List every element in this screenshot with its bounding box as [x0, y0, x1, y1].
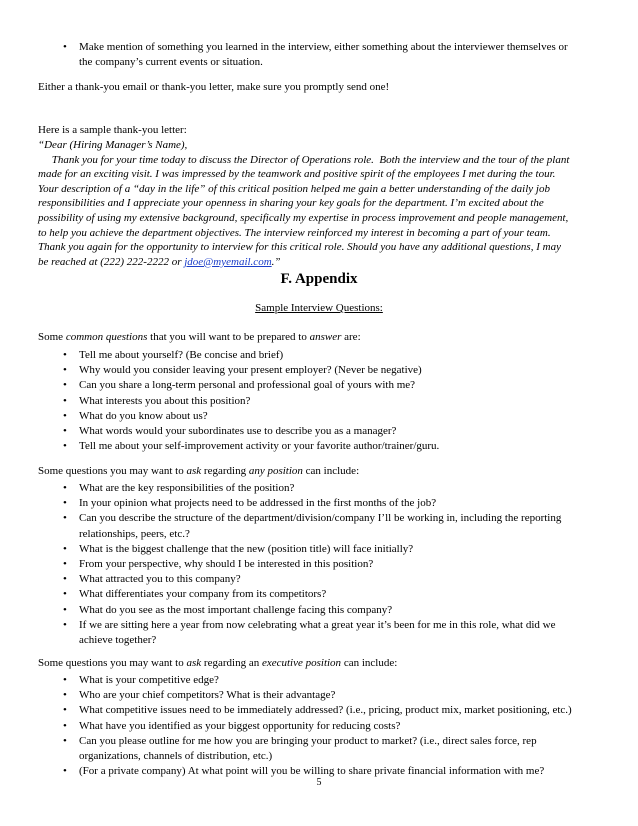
bullet-icon: • — [63, 497, 67, 510]
thank-you-reminder: Either a thank-you email or thank-you letter, make sure you promptly send one! — [38, 81, 390, 93]
bullet-icon: • — [63, 734, 67, 747]
executive-questions-list — [38, 673, 572, 779]
list-item: • What is the biggest challenge that the new (position title) will face initially? — [38, 542, 561, 557]
list-item: • Who are your chief competitors? What is their advantage? — [38, 688, 572, 703]
list-item-continuation: relationships, peers, etc.? — [79, 527, 190, 540]
bullet-icon: • — [63, 704, 67, 717]
list-item: • Tell me about yourself? (Be concise and brief) — [38, 348, 439, 363]
any-position-questions-list — [38, 481, 561, 648]
section-subheading: Sample Interview Questions: — [255, 302, 383, 314]
email-link[interactable]: jdoe@myemail.com — [184, 255, 272, 268]
bullet-icon: • — [63, 618, 67, 631]
page-number: 5 — [316, 777, 322, 788]
list-item: • In your opinion what projects need to be addressed in the first months of the job? — [38, 496, 561, 511]
letter-last-line: be reached at (222) 222-2222 or jdoe@myemail.com.” — [38, 255, 281, 268]
bullet-icon: • — [63, 573, 67, 586]
list-item-continuation: the company’s current events or situation. — [79, 56, 263, 69]
list-item-continuation: achieve together? — [79, 634, 157, 647]
list-item: • What are the key responsibilities of the position? — [38, 481, 561, 496]
letter-line: responsibilities and I appreciate your openness in sharing your key goals for the department. I’m excited about the — [38, 197, 544, 210]
letter-line: Thank you again for the opportunity to interview for this critical role. Should you have any additional questions, I may — [38, 241, 561, 254]
bullet-icon: • — [63, 394, 67, 407]
list-item: • Can you describe the structure of the department/division/company I’ll be working in, including the reporting — [38, 511, 561, 526]
bullet-icon: • — [63, 588, 67, 601]
bullet-icon: • — [63, 482, 67, 494]
list-item: • What do you know about us? — [38, 409, 439, 424]
list-item: • Can you please outline for me how you are bringing your product to market? (i.e., direct sales force, rep — [38, 734, 572, 749]
sample-letter — [38, 138, 602, 269]
common-questions-list — [38, 348, 439, 454]
list-item: • Why would you consider leaving your present employer? (Never be negative) — [38, 363, 439, 378]
list-item: • Can you share a long-term personal and professional goal of yours with me? — [38, 378, 439, 393]
closing-bullet-list — [38, 40, 568, 70]
bullet-icon: • — [63, 440, 67, 453]
any-position-intro: Some questions you may want to ask regarding any position can include: — [38, 465, 360, 477]
list-item: • What is your competitive edge? — [38, 673, 572, 688]
bullet-icon: • — [63, 364, 67, 377]
bullet-icon: • — [63, 674, 67, 686]
bullet-icon: • — [63, 558, 67, 571]
letter-line: Your description of a “day in the life” of this critical position helped me gain a better understanding of the daily job — [38, 182, 550, 195]
list-item: • What do you see as the most important challenge facing this company? — [38, 603, 561, 618]
bullet-icon: • — [63, 512, 67, 525]
list-item: • From your perspective, why should I be interested in this position? — [38, 557, 561, 572]
list-item: • What have you identified as your biggest opportunity for reducing costs? — [38, 719, 572, 734]
executive-position-intro: Some questions you may want to ask regarding an executive position can include: — [38, 657, 398, 669]
letter-line: made for an exciting visit. I was impressed by the teamwork and positive spirit of the employees I met during the tour. — [38, 168, 556, 181]
bullet-icon: • — [63, 349, 67, 361]
list-item: • (For a private company) At what point will you be willing to share private financial information with me? — [38, 764, 572, 779]
bullet-icon: • — [63, 41, 67, 53]
list-item: • Tell me about your self-improvement activity or your favorite author/trainer/guru. — [38, 439, 439, 454]
list-item: • Make mention of something you learned in the interview, either something about the interviewer themselves or — [38, 40, 568, 55]
bullet-icon: • — [63, 603, 67, 616]
list-item: • What interests you about this position? — [38, 394, 439, 409]
list-item: • If we are sitting here a year from now celebrating what a great year it’s been for me in this role, what did we — [38, 618, 561, 633]
bullet-icon: • — [63, 542, 67, 555]
list-item-continuation: organizations, channels of distribution, etc.) — [79, 750, 273, 763]
bullet-icon: • — [63, 425, 67, 438]
letter-line: possibility of using my extensive background, specifically my expertise in process improvement and people management, — [38, 211, 569, 224]
sample-letter-intro: Here is a sample thank-you letter: — [38, 124, 187, 136]
common-questions-intro: Some common questions that you will want to be prepared to answer are: — [38, 331, 361, 343]
list-item: • What differentiates your company from its competitors? — [38, 587, 561, 602]
letter-salutation: “Dear (Hiring Manager’s Name), — [38, 139, 188, 151]
section-heading: F. Appendix — [280, 271, 358, 287]
bullet-icon: • — [63, 719, 67, 732]
bullet-icon: • — [63, 765, 67, 778]
letter-line: to help you achieve the department objectives. The interview reinforced my interest in becoming a part of your team. — [38, 226, 551, 239]
bullet-icon: • — [63, 409, 67, 422]
letter-line: Thank you for your time today to discuss the Director of Operations role. Both the interview and the tour of the plant — [38, 153, 570, 166]
list-item: • What attracted you to this company? — [38, 572, 561, 587]
bullet-icon: • — [63, 689, 67, 702]
list-item: • What words would your subordinates use to describe you as a manager? — [38, 424, 439, 439]
bullet-icon: • — [63, 379, 67, 392]
list-item: • What competitive issues need to be immediately addressed? (i.e., pricing, product mix, market positioning, etc.) — [38, 703, 572, 718]
